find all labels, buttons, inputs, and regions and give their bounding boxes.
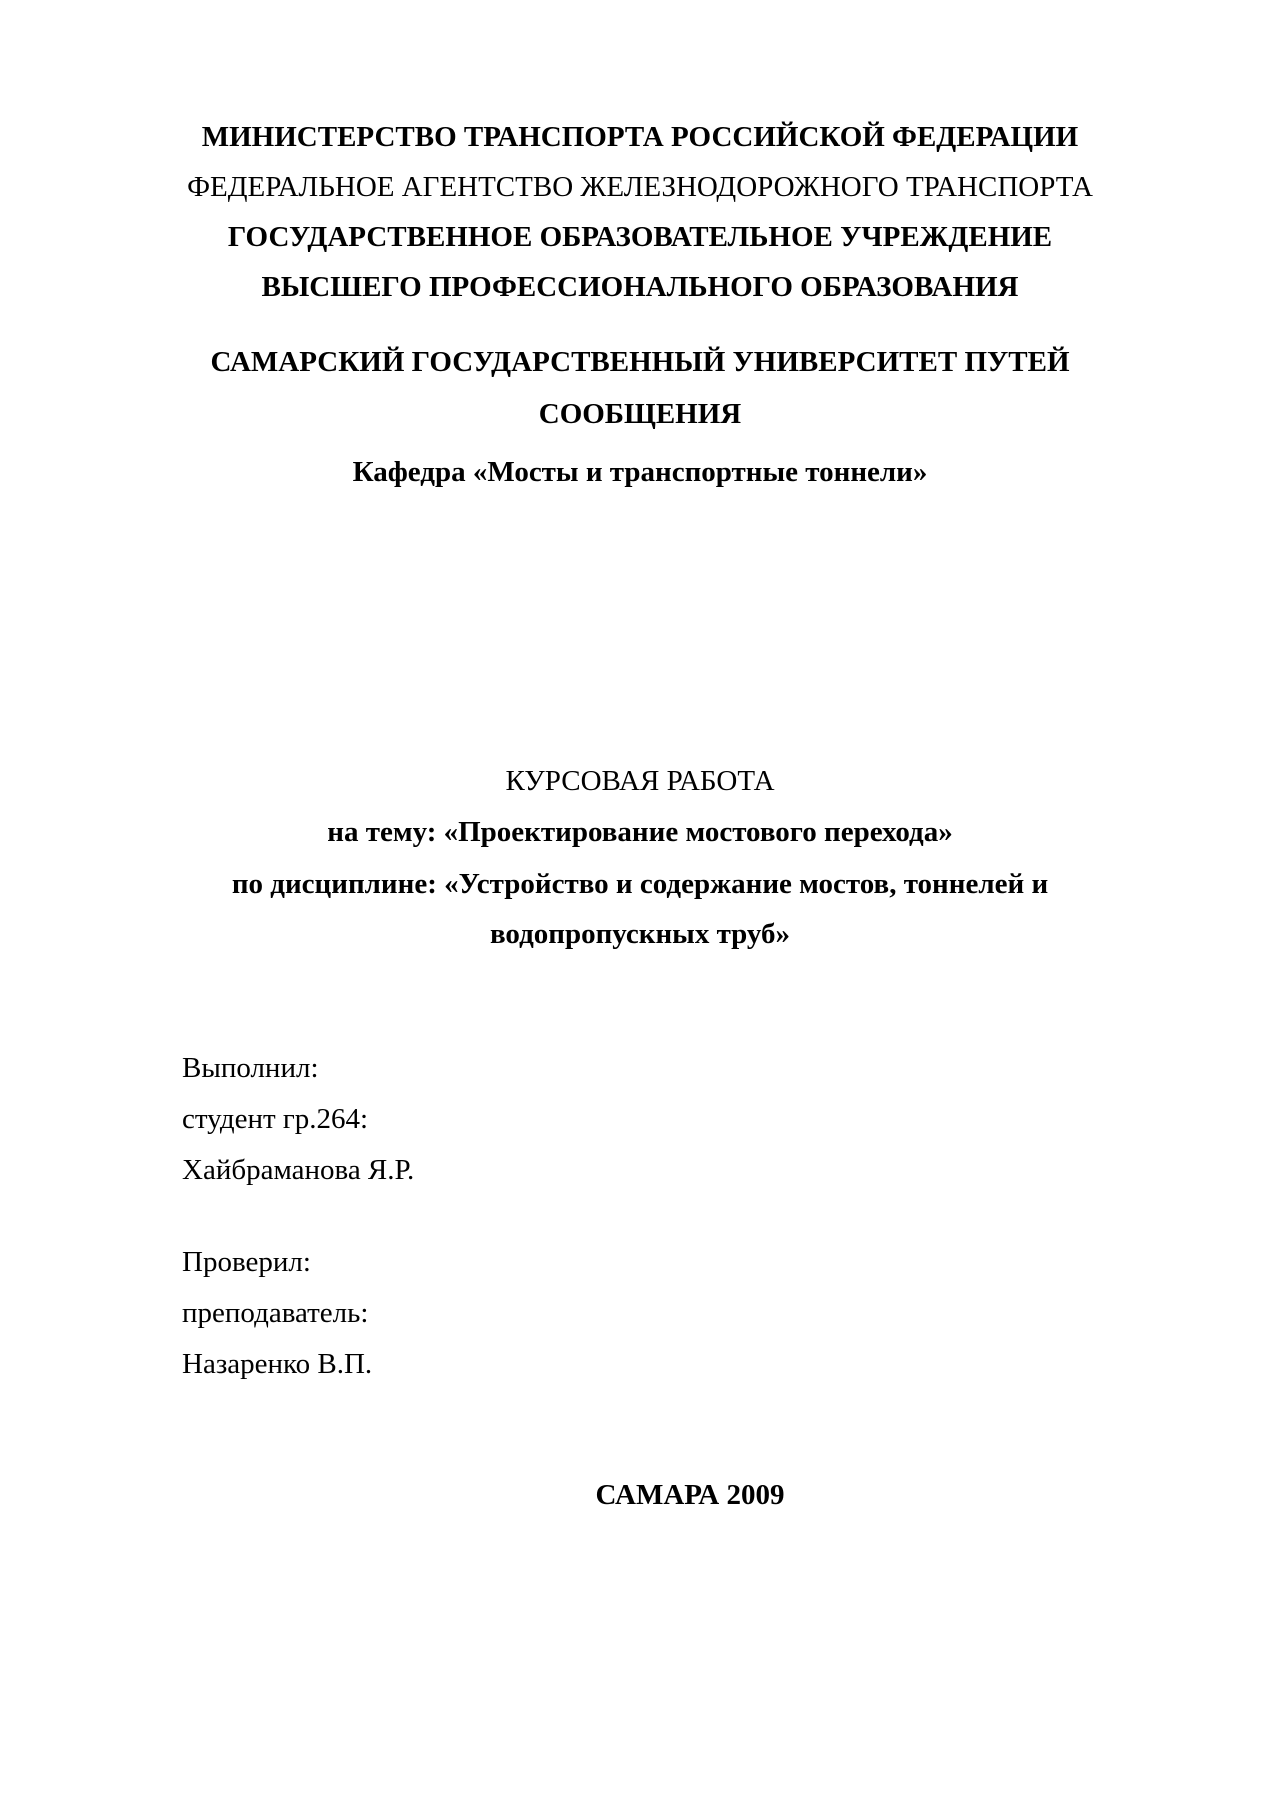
author-name: Хайбраманова Я.Р. — [182, 1154, 415, 1186]
work-topic: на тему: «Проектирование мостового перехода» — [327, 816, 953, 848]
reviewer-role: преподаватель: — [182, 1297, 369, 1329]
reviewer-name: Назаренко В.П. — [182, 1348, 373, 1380]
reviewer-label: Проверил: — [182, 1246, 311, 1278]
author-role: студент гр.264: — [182, 1103, 369, 1135]
institution-heading-line2: ВЫСШЕГО ПРОФЕССИОНАЛЬНОГО ОБРАЗОВАНИЯ — [261, 271, 1019, 303]
university-heading-line2: СООБЩЕНИЯ — [538, 398, 742, 430]
work-discipline-line1: по дисциплине: «Устройство и содержание мостов, тоннелей и — [231, 868, 1049, 900]
university-heading-line1: САМАРСКИЙ ГОСУДАРСТВЕННЫЙ УНИВЕРСИТЕТ ПУТЕЙ — [210, 346, 1070, 378]
work-type: КУРСОВАЯ РАБОТА — [505, 765, 775, 797]
city-year: САМАРА 2009 — [595, 1479, 785, 1511]
ministry-heading: МИНИСТЕРСТВО ТРАНСПОРТА РОССИЙСКОЙ ФЕДЕРАЦИИ — [201, 121, 1079, 153]
work-discipline-line2: водопропускных труб» — [489, 918, 791, 950]
author-label: Выполнил: — [182, 1052, 319, 1084]
institution-heading-line1: ГОСУДАРСТВЕННОЕ ОБРАЗОВАТЕЛЬНОЕ УЧРЕЖДЕНИЕ — [227, 221, 1053, 253]
agency-heading: ФЕДЕРАЛЬНОЕ АГЕНТСТВО ЖЕЛЕЗНОДОРОЖНОГО ТРАНСПОРТА — [187, 171, 1093, 203]
department-heading: Кафедра «Мосты и транспортные тоннели» — [352, 456, 928, 488]
